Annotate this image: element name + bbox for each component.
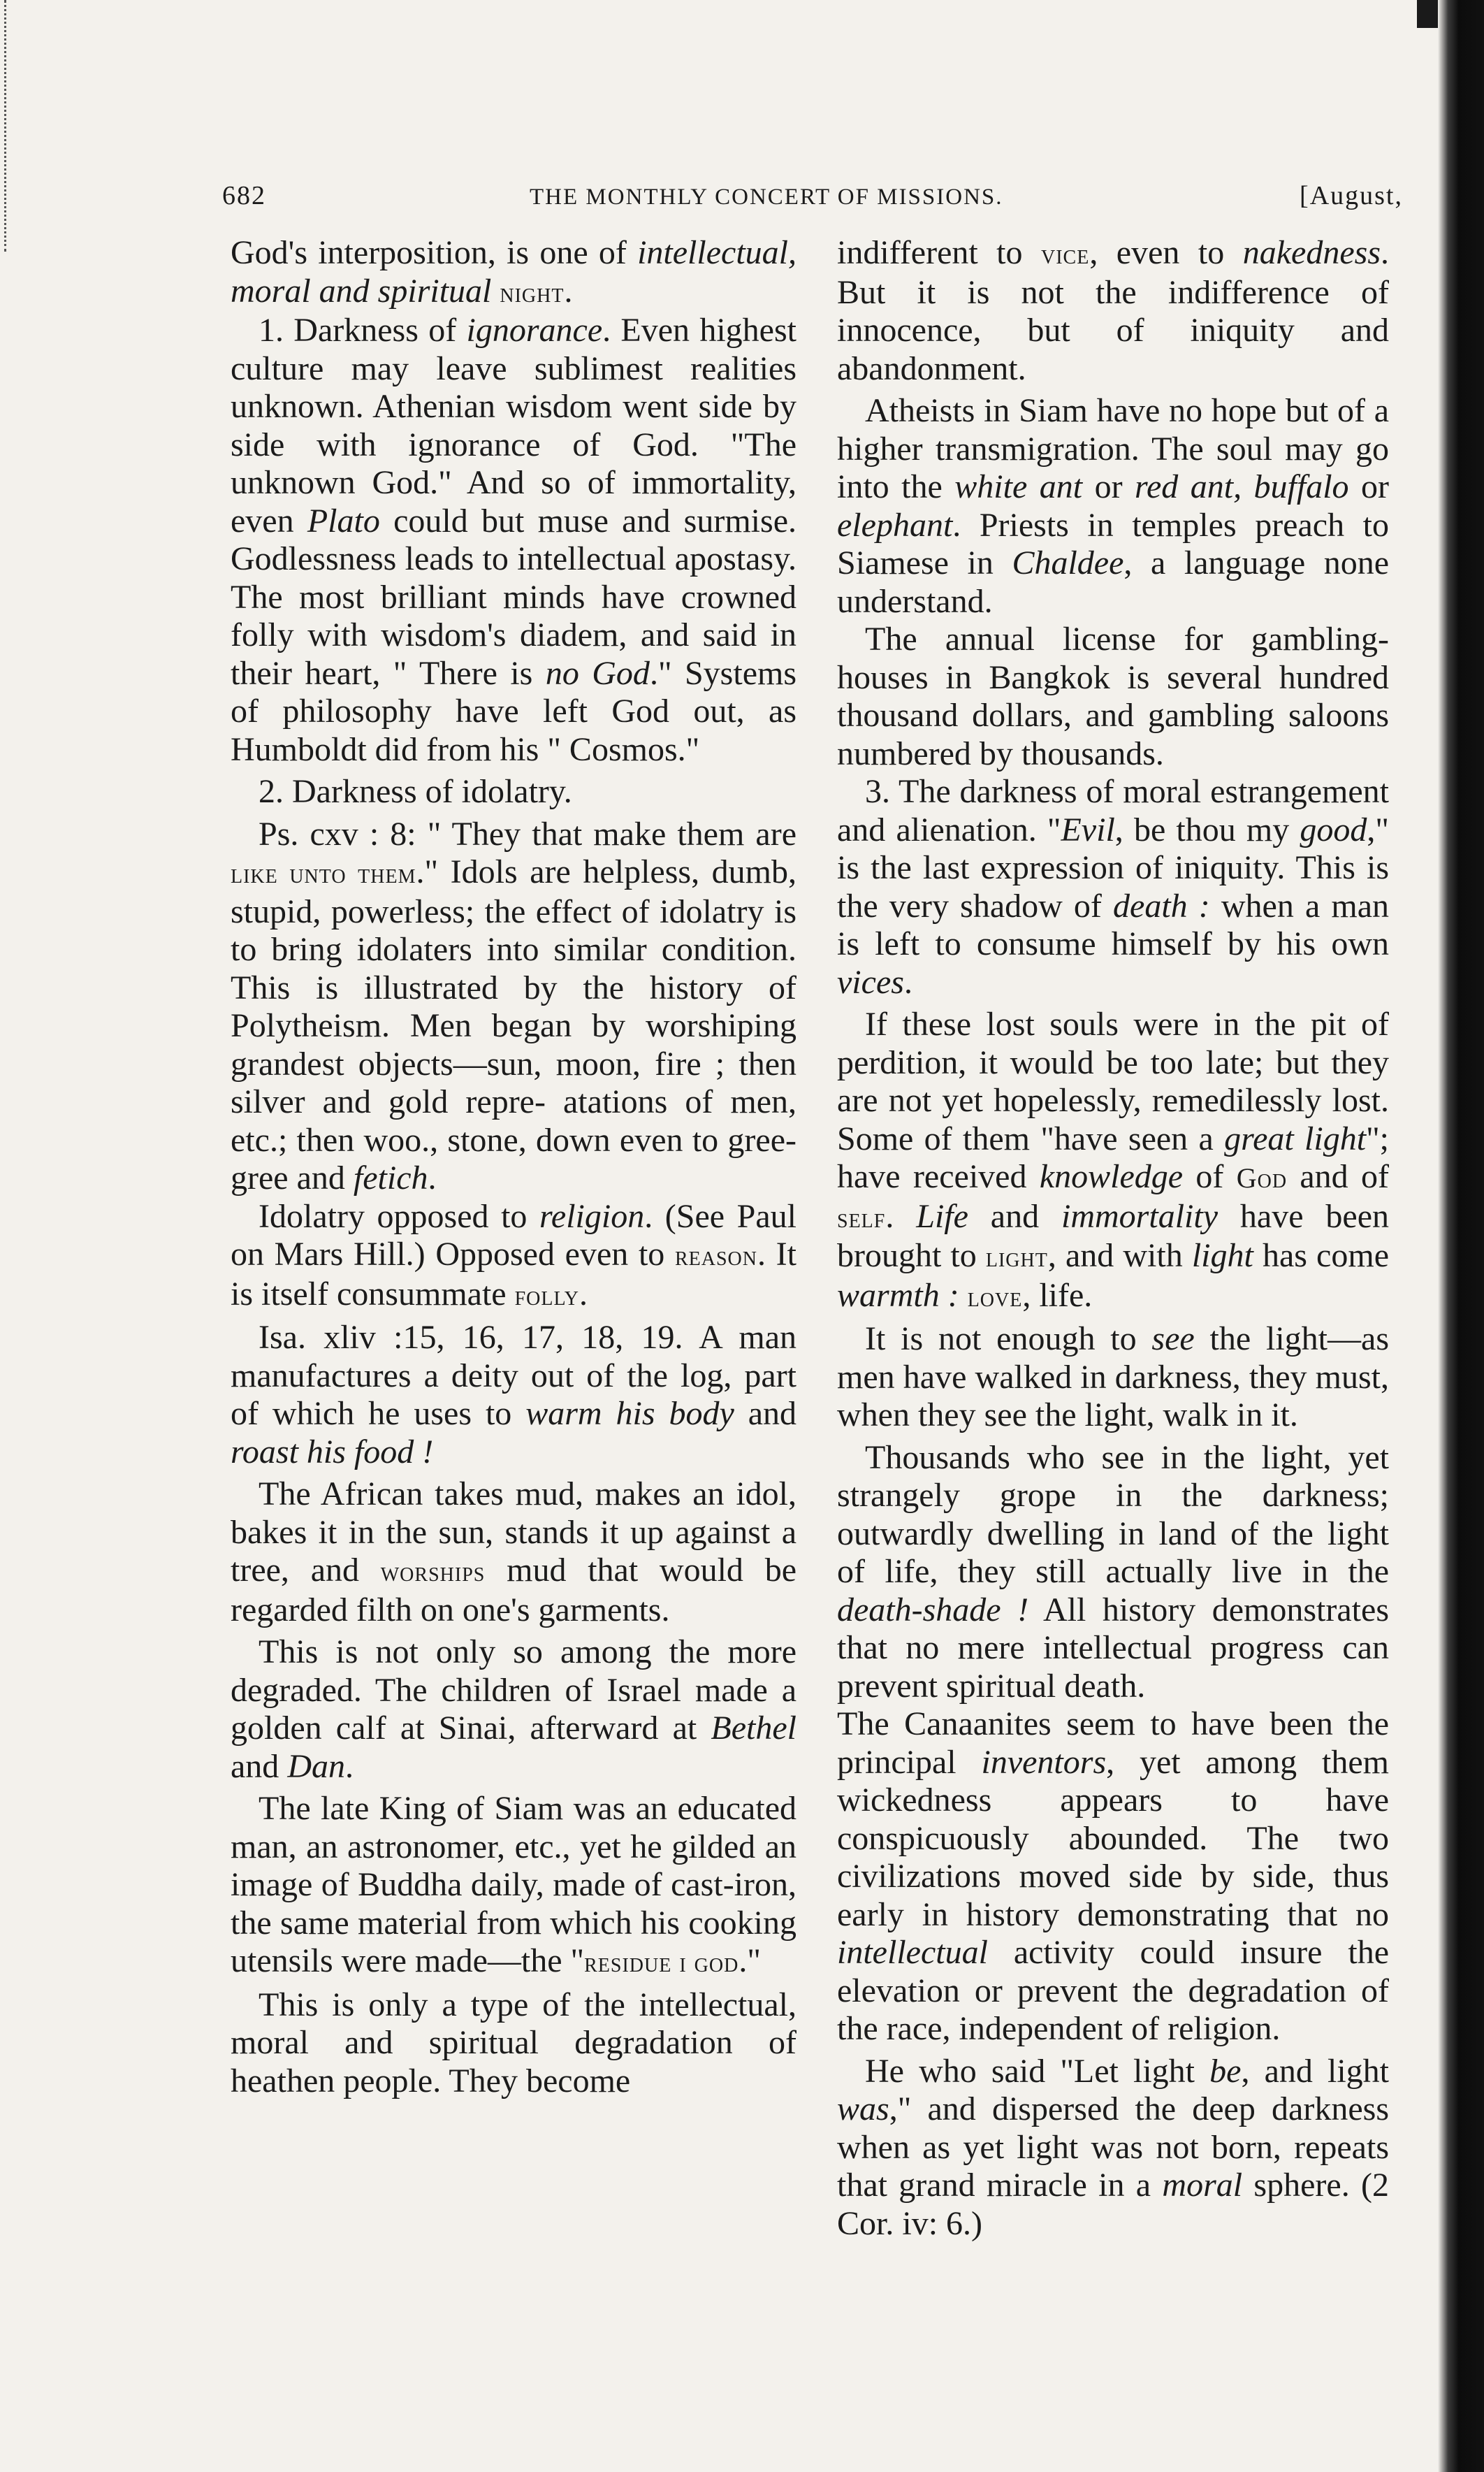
italic-run: inventors <box>981 1743 1107 1781</box>
text-run: or <box>1348 468 1390 505</box>
italic-run: ignorance <box>466 312 603 349</box>
section-date: [August, <box>1300 181 1403 210</box>
italic-run: religion <box>539 1197 645 1235</box>
italic-run: Plato <box>307 502 380 540</box>
scan-edge-shadow-top <box>1417 0 1438 28</box>
italic-run: Chaldee <box>1012 544 1124 581</box>
paragraph <box>231 1319 796 1471</box>
text-run: , yet among them wickedness appears to have conspicuously abounded. The two civilizations moved side by side, thus early in history demonstrating that no <box>837 1743 1389 1933</box>
paragraph <box>837 773 1389 1002</box>
text-run: All history demonstrates that no mere intellectual progress can prevent spiritual death. <box>837 1591 1389 1705</box>
italic-run: intellectual, moral and spiritual <box>231 234 796 310</box>
text-run: and <box>231 1747 288 1785</box>
italic-run: light <box>1191 1237 1253 1274</box>
small-caps-run: God <box>1236 1162 1288 1194</box>
text-run: "; have received <box>837 1120 1390 1195</box>
text-run: the light—as men have walked in darkness, they must, when they see the light, walk in it. <box>837 1320 1389 1433</box>
small-caps-run: self <box>837 1201 886 1234</box>
paragraph <box>231 312 796 769</box>
small-caps-run: like unto them <box>231 858 416 889</box>
text-run: Thousands who see in the light, yet strangely grope in the darkness; outwardly dwelling in land of the light of life, they still actually live in the <box>837 1438 1389 1590</box>
italic-run: death : <box>1113 887 1210 925</box>
text-run: . <box>903 963 912 1001</box>
italic-run: knowledge <box>1039 1158 1184 1195</box>
text-run: , a language none understand. <box>837 544 1390 620</box>
paragraph <box>231 1198 796 1315</box>
paragraph <box>837 234 1389 388</box>
text-run: . <box>428 1159 437 1197</box>
text-run: ." <box>739 1942 761 1979</box>
text-run: , life. <box>1022 1276 1093 1314</box>
small-caps-run: reason <box>674 1240 757 1271</box>
text-run: . <box>579 1275 588 1313</box>
text-run: Atheists in Siam have no hope but of a higher transmigration. The soul may go into the <box>837 392 1389 505</box>
italic-run: red ant, buffalo <box>1135 468 1349 505</box>
text-run: . <box>564 272 573 310</box>
text-run: have been brought to <box>837 1197 1390 1274</box>
text-run: . Even highest culture may leave sublimest realities unknown. Athenian wisdom went side by side with ignorance of God. "The unknown God." And so of immortality, even <box>231 312 796 540</box>
text-run: activity could insure the elevation or prevent the degradation of the race, independent of religion. <box>837 1934 1389 2047</box>
page-header <box>222 180 1410 222</box>
small-caps-run: love <box>967 1280 1023 1313</box>
paragraph <box>837 1439 1389 1706</box>
paragraph <box>231 234 796 312</box>
text-run: , be thou my <box>1114 811 1300 848</box>
paragraph <box>837 392 1389 621</box>
text-run: . (See Paul on Mars Hill.) Opposed even to <box>231 1197 796 1273</box>
italic-run: was <box>837 2090 889 2127</box>
text-run: 1. Darkness of <box>259 312 467 349</box>
paragraph: The annual license for gambling-houses in Bangkok is several hundred thousand dollars, and gambling saloons numbered by thousands. <box>837 621 1389 772</box>
text-run: God's interposition, is one of <box>231 234 638 271</box>
italic-run: vices <box>837 963 904 1001</box>
text-run: 3. The darkness of moral estrangement and alienation. " <box>837 773 1389 848</box>
text-run: , and with <box>1047 1237 1192 1274</box>
italic-run: Evil <box>1061 811 1115 848</box>
text-run: The African takes mud, makes an idol, bakes it in the sun, stands it up against a tree, and <box>231 1475 796 1589</box>
paragraph: 2. Darkness of idolatry. <box>259 773 572 810</box>
running-title: THE MONTHLY CONCERT OF MISSIONS. <box>530 185 1003 210</box>
italic-run: no God <box>545 654 650 692</box>
right-column <box>837 234 1389 2243</box>
italic-run: immortality <box>1061 1197 1219 1235</box>
small-caps-run: vice <box>1041 238 1090 270</box>
text-run: ." Systems of philosophy have left God out, as Humboldt did from his " Cosmos." <box>231 654 797 768</box>
italic-run: fetich <box>353 1159 428 1197</box>
text-run: indifferent to <box>837 234 1041 271</box>
text-run: of <box>1183 1158 1237 1195</box>
text-run: . Priests in temples preach to Siamese in <box>837 506 1389 581</box>
italic-run: warmth : <box>837 1276 959 1314</box>
italic-run: good <box>1300 811 1367 848</box>
small-caps-run: light <box>985 1241 1048 1273</box>
italic-run: warm his body <box>525 1395 734 1432</box>
text-run: ," is the last expression of iniquity. This is the very shadow of <box>837 811 1389 925</box>
italic-run: moral <box>1162 2167 1243 2204</box>
text-run: sphere. (2 Cor. iv: 6.) <box>837 2167 1390 2242</box>
paragraph <box>231 816 796 1198</box>
scan-binding-shadow <box>1438 0 1484 2472</box>
text-run <box>491 273 500 310</box>
text-run: , and light <box>1241 2052 1390 2090</box>
text-run: , even to <box>1089 234 1243 271</box>
scan-margin-marks <box>4 0 13 252</box>
italic-run: see <box>1151 1320 1195 1357</box>
text-run: The late King of Siam was an educated man, an astronomer, etc., yet he gilded an image of Buddha daily, made of cast-iron, the same material from which his cooking utensils were made—the " <box>231 1790 796 1979</box>
text-run: The Canaanites seem to have been the principal <box>837 1705 1389 1781</box>
paragraph <box>837 2053 1389 2243</box>
text-run: ." Idols are helpless, dumb, stupid, powerless; the effect of idolatry is to bring idolaters into similar condition. This is illustrated by the history of Polytheism. Men began by worshiping grandest objects—sun, moon, fire ; then silver and gold repre- atations of men, etc.; then woo., stone, down even to gree-gree and <box>231 853 796 1197</box>
text-run: It is not enough to <box>865 1320 1152 1357</box>
paragraph <box>231 1475 796 1629</box>
small-caps-run: night <box>500 276 565 308</box>
paragraph <box>837 1320 1389 1435</box>
italic-run: roast his food ! <box>231 1433 434 1470</box>
text-run: Ps. cxv : 8: " They that make them are <box>259 815 796 853</box>
small-caps-run: residue i god <box>584 1946 739 1978</box>
text-run: and <box>968 1197 1062 1235</box>
text-run: He who said "Let light <box>865 2052 1210 2090</box>
text-run: and of <box>1287 1158 1389 1195</box>
text-run: mud that would be regarded filth on one's garments. <box>231 1552 796 1628</box>
text-run: . <box>885 1197 917 1235</box>
page-number: 682 <box>222 181 266 210</box>
text-run: . It is itself consummate <box>231 1236 796 1313</box>
text-run: when a man is left to consume himself by his own <box>837 887 1390 962</box>
paragraph <box>231 1633 796 1786</box>
text-run: could but muse and surmise. Godlessness leads to intellectual apostasy. The most brilliant minds have crowned folly with wisdom's diadem, and said in their heart, " There is <box>231 502 797 692</box>
text-run: ," and dispersed the deep darkness when as yet light was not born, repeats that grand miracle in a <box>837 2090 1389 2204</box>
paragraph <box>837 1705 1389 2048</box>
text-run <box>959 1277 968 1314</box>
italic-run: intellectual <box>837 1934 988 1971</box>
text-run: If these lost souls were in the pit of perdition, it would be too late; but they are not yet hopelessly, remedilessly lost. Some of them "have seen a <box>837 1006 1389 1157</box>
italic-run: Dan <box>287 1747 345 1785</box>
italic-run: Life <box>916 1197 968 1235</box>
text-run: Isa. xliv :15, 16, 17, 18, 19. A man manufactures a deity out of the log, part of which he uses to <box>231 1319 796 1432</box>
paragraph <box>231 1790 796 1982</box>
italic-run: Bethel <box>711 1710 796 1747</box>
italic-run: nakedness <box>1242 234 1381 271</box>
text-run: . <box>344 1747 354 1785</box>
italic-run: death-shade ! <box>837 1591 1029 1628</box>
text-run: . But it is not the indifference of innocence, but of iniquity and abandonment. <box>837 234 1389 387</box>
italic-run: be <box>1209 2052 1242 2090</box>
text-run: Idolatry opposed to <box>259 1197 539 1235</box>
text-run: This is not only so among the more degraded. The children of Israel made a golden calf at Sinai, afterward at <box>231 1633 796 1747</box>
paragraph: This is only a type of the intellectual, moral and spiritual degradation of heathen people. They become <box>231 1986 796 2099</box>
small-caps-run: worships <box>380 1556 486 1587</box>
text-run: has come <box>1253 1237 1389 1274</box>
small-caps-run: folly <box>514 1279 580 1311</box>
left-column <box>231 234 796 2100</box>
italic-run: great light <box>1224 1120 1367 1157</box>
italic-run: white ant <box>954 468 1083 505</box>
italic-run: elephant <box>837 506 953 544</box>
text-run: and <box>734 1395 796 1432</box>
paragraph <box>837 1006 1389 1316</box>
text-run: or <box>1082 468 1135 505</box>
